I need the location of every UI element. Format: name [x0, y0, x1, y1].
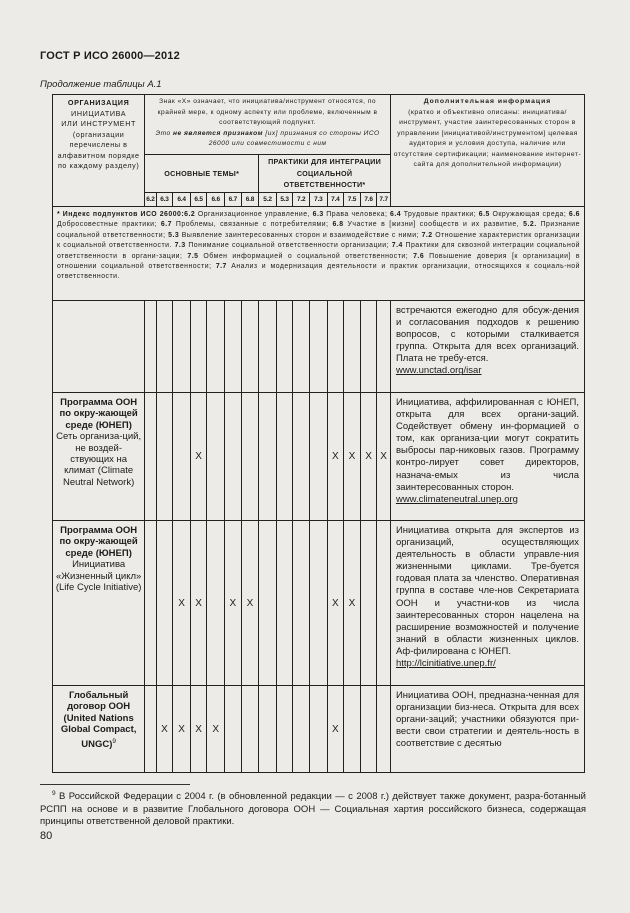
additional-info-title: Дополнительная информация — [423, 98, 552, 105]
subclause-code: 5.2 — [259, 193, 277, 207]
subclause-code: 6.6 — [207, 193, 225, 207]
mark-cell — [309, 521, 327, 686]
legend-text: Признание социальной ответственности; — [57, 221, 580, 239]
mark-cell — [145, 301, 156, 393]
mark-cell — [259, 686, 277, 773]
mark-cell — [276, 521, 293, 686]
legend-text: Организационное управление, — [195, 211, 313, 218]
mark-cell: X — [344, 393, 361, 521]
mark-cell — [360, 301, 377, 393]
mark-cell — [241, 301, 259, 393]
org-name: Программа ООН по окру-жающей среде (ЮНЕП) — [59, 525, 138, 559]
mark-cell — [259, 301, 277, 393]
footnote-text: В Российской Федерации с 2004 г. (в обновленной редакции — с 2008 г.) действует также документ, разра-ботанный РСПП на основе и в развитие Глобального договора ООН — Социальная хартия российского бизнеса, содержащая принципы ответственной деловой практики. — [40, 791, 586, 827]
legend-text: Анализ и модернизация деятельности и практик организации, относящихся к социаль-ной ответственности. — [57, 263, 580, 281]
table-row — [53, 393, 585, 521]
subclause-code: 7.6 — [360, 193, 377, 207]
legend-code: 6.3 — [312, 211, 324, 218]
mark-cell — [377, 521, 391, 686]
sign-note-2: Это не является признаком [их] признания со стороны ИСО 26000 или совместимости с ним — [155, 129, 380, 148]
mark-cell — [156, 301, 173, 393]
page-number: 80 — [40, 830, 53, 842]
mark-cell: X — [173, 686, 191, 773]
subclause-code: 7.7 — [377, 193, 391, 207]
org-cell — [53, 393, 145, 521]
mark-cell: X — [327, 521, 344, 686]
legend-text: Добросовестные практики; — [57, 221, 161, 229]
legend-code: 6.2 — [184, 211, 196, 218]
mark-cell — [225, 301, 242, 393]
practices-header: ПРАКТИКИ ДЛЯ ИНТЕГРАЦИИ СОЦИАЛЬНОЙ ОТВЕТСТВЕННОСТИ* — [259, 155, 391, 193]
legend-code: 7.5 — [187, 252, 199, 260]
table-row — [53, 686, 585, 773]
info-url-link[interactable]: www.climateneutral.unep.org — [395, 493, 518, 505]
subclause-code: 6.8 — [241, 193, 259, 207]
subclause-code: 6.3 — [156, 193, 173, 207]
mark-cell — [145, 521, 156, 686]
legend-code: 7.6 — [413, 252, 425, 260]
mark-cell — [173, 301, 191, 393]
mark-cell — [225, 686, 242, 773]
org-cell — [53, 686, 145, 773]
mark-cell: X — [360, 393, 377, 521]
legend-text: Практики для сквозной интеграции социальной ответственности в органи-зации; — [57, 242, 580, 260]
info-cell — [390, 301, 584, 393]
subclause-code: 7.2 — [293, 193, 310, 207]
subclause-code: 7.4 — [327, 193, 344, 207]
subclause-code: 6.4 — [173, 193, 191, 207]
mark-cell — [276, 301, 293, 393]
mark-cell — [207, 393, 225, 521]
sign-note — [145, 95, 391, 155]
mark-cell — [344, 686, 361, 773]
org-initiative: Сеть организа-ций, не воздей-ствующих на климат (Climate Neutral Network) — [56, 431, 142, 488]
subclause-code: 6.2 — [145, 193, 156, 207]
mark-cell: X — [225, 521, 242, 686]
org-cell — [53, 521, 145, 686]
mark-cell — [344, 301, 361, 393]
org-name: Глобальный договор ООН (United Nations Global Compact, UNGC) — [60, 690, 137, 750]
org-title: ОРГАНИЗАЦИЯ — [67, 98, 130, 107]
org-column-header — [53, 95, 145, 207]
org-note: (организации перечислены в алфавитном порядке по каждому разделу) — [57, 129, 140, 170]
info-text: Инициатива открыта для экспертов из организаций, осуществляющих деятельность в области управле-ния жизненными циклами. Тре-буется годовая плата за членство. Оперативная группа в составе чле-нов Секретариата ООН и участни-ков из числа заинтересованных сторон нацелена на расширение возможностей и получение знаний в области жизненных циклов. Аф-филирована с ЮНЕП. — [395, 525, 579, 657]
legend-code: 6.6 — [568, 211, 580, 218]
mark-cell — [327, 301, 344, 393]
mark-cell — [259, 393, 277, 521]
standard-title: ГОСТ Р ИСО 26000—2012 — [40, 50, 180, 62]
info-cell — [390, 393, 584, 521]
mark-cell: X — [190, 393, 207, 521]
mark-cell — [241, 686, 259, 773]
legend-code: 6.8 — [332, 221, 344, 229]
mark-cell — [173, 393, 191, 521]
info-text: Инициатива ООН, предназна-ченная для организации биз-неса. Открыта для всех органи-заций; участники обязуются при-вести свои стратегии и деятель-ность в соответствие с десятью — [395, 690, 579, 750]
legend-code: 7.2 — [421, 231, 433, 239]
mark-cell: X — [173, 521, 191, 686]
footnote-number: 9 — [52, 790, 56, 797]
legend-code: 6.7 — [160, 221, 172, 229]
legend-text: Обмен информацией о социальной ответственности; — [198, 252, 414, 260]
initiatives-table — [52, 94, 585, 773]
core-themes-header: ОСНОВНЫЕ ТЕМЫ* — [145, 155, 259, 193]
subclause-code: 7.3 — [309, 193, 327, 207]
mark-cell: X — [344, 521, 361, 686]
legend-code: 6.4 — [390, 211, 402, 218]
mark-cell: X — [327, 393, 344, 521]
table-continuation: Продолжение таблицы А.1 — [40, 79, 162, 90]
org-initiative: Инициатива «Жизненный цикл» (Life Cycle Initiative) — [55, 559, 142, 594]
table-row — [53, 301, 585, 393]
mark-cell — [259, 521, 277, 686]
mark-cell — [207, 301, 225, 393]
info-text: встречаются ежегодно для обсуж-дения и согласования подходов к решению вопросов, с которыми сталкивается группа. Открыта для всех организаций. Плата не требу-ется. — [395, 305, 579, 365]
mark-cell — [156, 393, 173, 521]
legend-code: 7.4 — [391, 242, 403, 250]
info-text: Инициатива, аффилированная с ЮНЕП, открыта для всех органи-заций. Содействует обмену ин-формацией о том, как организа-ции могут сократить выбросы пар-никовых газов. Программу контро-лирует совет директоров, назнача-емых из числа заинтересованных сторон. — [395, 397, 579, 493]
subclause-code: 6.7 — [225, 193, 242, 207]
legend-text: Выявление заинтересованных сторон и взаимодействие с ними; — [179, 231, 422, 239]
mark-cell — [293, 521, 310, 686]
subclause-code: 6.5 — [190, 193, 207, 207]
legend-code: 7.7 — [215, 263, 227, 271]
legend-code: 5.2. — [523, 221, 537, 229]
legend-text: Повышение доверия [к организации] в отношении социальной ответственности; — [57, 252, 581, 271]
mark-cell: X — [190, 686, 207, 773]
legend-code: 5.3 — [168, 231, 180, 239]
mark-cell: X — [241, 521, 259, 686]
subclause-legend: * Индекс подпунктов ИСО 26000:6.2 Организационное управление, 6.3 Права человека; 6.4 Трудовые практики; 6.5 Окружающая среда; 6.6 Добросовестные практики; 6.7 Проблемы, связанные с потребителями; 6.8 Участие в [жизни] сообществ и их развитие, 5.2. Признание социальной ответственности; 5.3 Выявление заинтересованных сторон и взаимодействие с ними; 7.2 Отношение характеристик организации к социальной ответственности. 7.3 Понимание социальной ответственности организации; 7.4 Практики для сквозной интеграции социальной ответственности в органи-зации; 7.5 Обмен информацией о социальной ответственности; 7.6 Повышение доверия [к организации] в отношении социальной ответственности; 7.7 Анализ и модернизация деятельности и практик организации, относящихся к социаль-ной ответственности. — [53, 207, 585, 301]
mark-cell — [309, 686, 327, 773]
mark-cell — [360, 686, 377, 773]
mark-cell — [377, 301, 391, 393]
info-url-link[interactable]: www.unctad.org/isar — [395, 365, 482, 377]
additional-info-header — [390, 95, 584, 207]
legend-text: Участие в [жизни] сообществ и их развитие, — [343, 221, 524, 229]
info-url-link[interactable]: http://lcinitiative.unep.fr/ — [395, 658, 496, 670]
mark-cell: X — [377, 393, 391, 521]
mark-cell: X — [190, 521, 207, 686]
mark-cell — [276, 686, 293, 773]
mark-cell — [360, 521, 377, 686]
mark-cell — [293, 301, 310, 393]
footnote-ref: 9 — [112, 737, 117, 745]
subclause-code: 7.5 — [344, 193, 361, 207]
mark-cell — [207, 521, 225, 686]
mark-cell — [377, 686, 391, 773]
additional-info-note: (кратко и объективно описаны: инициатива/инструмент, участие заинтересованных сторон в управлении [инициативой/инструментом] целевая аудитория и условия доступа, наличие или отсутствие сертификации; наименование интернет-сайта для дополнительной информации) — [393, 108, 582, 168]
mark-cell: X — [156, 686, 173, 773]
legend-text: Права человека; — [323, 211, 390, 218]
legend-text: Проблемы, связанные с потребителями; — [171, 221, 333, 229]
mark-cell — [190, 301, 207, 393]
mark-cell — [145, 393, 156, 521]
mark-cell — [276, 393, 293, 521]
sign-note-1: Знак «X» означает, что инициатива/инструмент относятся, по крайней мере, к одному аспекту или проблеме, включенным в соответствующий подпункт. — [157, 98, 378, 127]
legend-text: Отношение характеристик организации к социальной ответственности. — [57, 231, 580, 250]
org-line3: ИЛИ ИНСТРУМЕНТ — [61, 119, 136, 128]
subclause-code: 5.3 — [276, 193, 293, 207]
footnote-rule — [40, 784, 190, 785]
mark-cell — [309, 301, 327, 393]
mark-cell — [145, 686, 156, 773]
org-cell — [53, 301, 145, 393]
mark-cell — [293, 686, 310, 773]
org-line2: ИНИЦИАТИВА — [71, 108, 127, 118]
mark-cell — [225, 393, 242, 521]
org-name: Программа ООН по окру-жающей среде (ЮНЕП) — [59, 397, 138, 431]
mark-cell — [293, 393, 310, 521]
mark-cell — [309, 393, 327, 521]
mark-cell — [156, 521, 173, 686]
mark-cell: X — [207, 686, 225, 773]
mark-cell — [241, 393, 259, 521]
legend-code: 6.5 — [478, 211, 490, 218]
info-cell — [390, 686, 584, 773]
legend-text: Окружающая среда; — [489, 211, 569, 218]
info-cell — [390, 521, 584, 686]
mark-cell: X — [327, 686, 344, 773]
legend-text: Понимание социальной ответственности организации; — [185, 242, 392, 250]
legend-text: Трудовые практики; — [401, 211, 479, 218]
footnote — [40, 788, 586, 828]
legend-code: 7.3 — [174, 242, 186, 250]
table-row — [53, 521, 585, 686]
